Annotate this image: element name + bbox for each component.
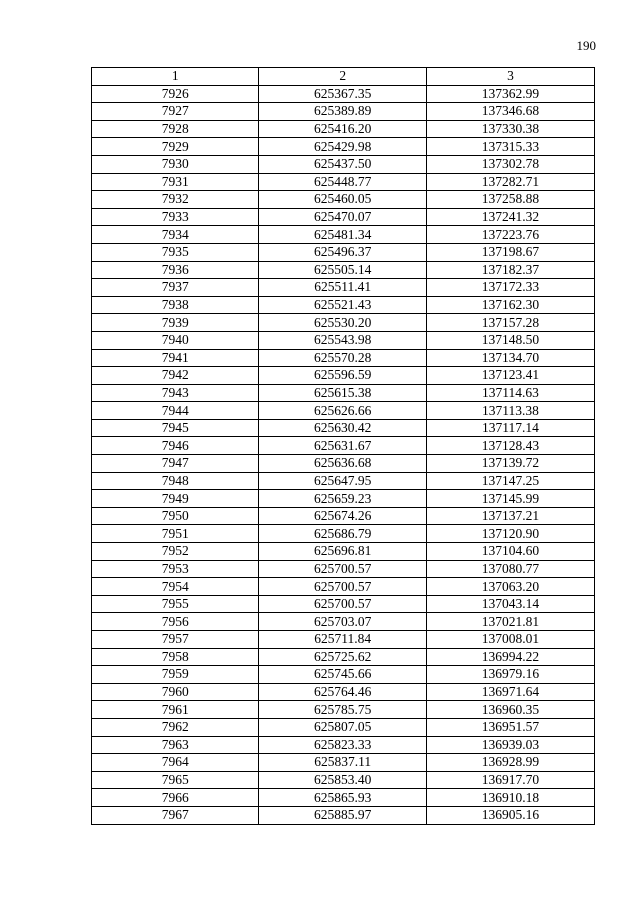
y-coordinate-cell: 137063.20 (426, 578, 594, 596)
point-number-cell: 7952 (92, 543, 259, 561)
point-number-cell: 7967 (92, 806, 259, 824)
table-row (92, 103, 595, 121)
table-row (92, 455, 595, 473)
point-number-cell: 7937 (92, 279, 259, 297)
table-row (92, 595, 595, 613)
point-number-cell: 7929 (92, 138, 259, 156)
x-coordinate-cell: 625481.34 (259, 226, 426, 244)
x-coordinate-cell: 625647.95 (259, 472, 426, 490)
y-coordinate-cell: 137104.60 (426, 543, 594, 561)
table-row (92, 331, 595, 349)
table-row (92, 613, 595, 631)
y-coordinate-cell: 137043.14 (426, 595, 594, 613)
table-row (92, 120, 595, 138)
y-coordinate-cell: 137134.70 (426, 349, 594, 367)
table-row (92, 718, 595, 736)
table-row (92, 560, 595, 578)
table-row (92, 138, 595, 156)
x-coordinate-cell: 625785.75 (259, 701, 426, 719)
y-coordinate-cell: 137145.99 (426, 490, 594, 508)
y-coordinate-cell: 136971.64 (426, 683, 594, 701)
y-coordinate-cell: 136939.03 (426, 736, 594, 754)
table-row (92, 384, 595, 402)
table-row (92, 279, 595, 297)
x-coordinate-cell: 625674.26 (259, 507, 426, 525)
table-row (92, 85, 595, 103)
point-number-cell: 7954 (92, 578, 259, 596)
point-number-cell: 7958 (92, 648, 259, 666)
y-coordinate-cell: 137172.33 (426, 279, 594, 297)
x-coordinate-cell: 625630.42 (259, 419, 426, 437)
point-number-cell: 7931 (92, 173, 259, 191)
x-coordinate-cell: 625823.33 (259, 736, 426, 754)
point-number-cell: 7951 (92, 525, 259, 543)
table-row (92, 261, 595, 279)
point-number-cell: 7926 (92, 85, 259, 103)
x-coordinate-cell: 625511.41 (259, 279, 426, 297)
point-number-cell: 7942 (92, 367, 259, 385)
table-row (92, 419, 595, 437)
table-row (92, 666, 595, 684)
y-coordinate-cell: 137162.30 (426, 296, 594, 314)
table-row (92, 754, 595, 772)
table-row (92, 243, 595, 261)
point-number-cell: 7955 (92, 595, 259, 613)
y-coordinate-cell: 137223.76 (426, 226, 594, 244)
x-coordinate-cell: 625636.68 (259, 455, 426, 473)
y-coordinate-cell: 137241.32 (426, 208, 594, 226)
x-coordinate-cell: 625711.84 (259, 631, 426, 649)
table-row (92, 578, 595, 596)
x-coordinate-cell: 625389.89 (259, 103, 426, 121)
point-number-cell: 7956 (92, 613, 259, 631)
column-header-1: 1 (92, 68, 259, 86)
point-number-cell: 7964 (92, 754, 259, 772)
header-row (92, 68, 595, 86)
table-row (92, 525, 595, 543)
table-body (92, 85, 595, 824)
point-number-cell: 7949 (92, 490, 259, 508)
point-number-cell: 7965 (92, 771, 259, 789)
point-number-cell: 7963 (92, 736, 259, 754)
x-coordinate-cell: 625429.98 (259, 138, 426, 156)
x-coordinate-cell: 625700.57 (259, 578, 426, 596)
point-number-cell: 7946 (92, 437, 259, 455)
y-coordinate-cell: 137139.72 (426, 455, 594, 473)
x-coordinate-cell: 625437.50 (259, 155, 426, 173)
y-coordinate-cell: 136951.57 (426, 718, 594, 736)
point-number-cell: 7959 (92, 666, 259, 684)
point-number-cell: 7933 (92, 208, 259, 226)
point-number-cell: 7940 (92, 331, 259, 349)
column-header-3: 3 (426, 68, 594, 86)
page-number: 190 (576, 38, 596, 53)
x-coordinate-cell: 625570.28 (259, 349, 426, 367)
table-row (92, 191, 595, 209)
x-coordinate-cell: 625853.40 (259, 771, 426, 789)
table-row (92, 507, 595, 525)
y-coordinate-cell: 137147.25 (426, 472, 594, 490)
y-coordinate-cell: 136905.16 (426, 806, 594, 824)
x-coordinate-cell: 625460.05 (259, 191, 426, 209)
x-coordinate-cell: 625725.62 (259, 648, 426, 666)
column-header-2: 2 (259, 68, 426, 86)
y-coordinate-cell: 136910.18 (426, 789, 594, 807)
x-coordinate-cell: 625700.57 (259, 595, 426, 613)
table-row (92, 349, 595, 367)
y-coordinate-cell: 137346.68 (426, 103, 594, 121)
table-header (92, 68, 595, 86)
y-coordinate-cell: 137148.50 (426, 331, 594, 349)
point-number-cell: 7962 (92, 718, 259, 736)
x-coordinate-cell: 625885.97 (259, 806, 426, 824)
y-coordinate-cell: 137080.77 (426, 560, 594, 578)
point-number-cell: 7957 (92, 631, 259, 649)
table-row (92, 402, 595, 420)
x-coordinate-cell: 625496.37 (259, 243, 426, 261)
x-coordinate-cell: 625470.07 (259, 208, 426, 226)
y-coordinate-cell: 136960.35 (426, 701, 594, 719)
x-coordinate-cell: 625505.14 (259, 261, 426, 279)
point-number-cell: 7938 (92, 296, 259, 314)
point-number-cell: 7944 (92, 402, 259, 420)
coordinates-table (91, 67, 595, 825)
table-row (92, 789, 595, 807)
x-coordinate-cell: 625700.57 (259, 560, 426, 578)
y-coordinate-cell: 136994.22 (426, 648, 594, 666)
y-coordinate-cell: 137330.38 (426, 120, 594, 138)
table-row (92, 367, 595, 385)
table-row (92, 314, 595, 332)
point-number-cell: 7934 (92, 226, 259, 244)
y-coordinate-cell: 137282.71 (426, 173, 594, 191)
x-coordinate-cell: 625626.66 (259, 402, 426, 420)
table-row (92, 437, 595, 455)
point-number-cell: 7928 (92, 120, 259, 138)
y-coordinate-cell: 137302.78 (426, 155, 594, 173)
point-number-cell: 7945 (92, 419, 259, 437)
x-coordinate-cell: 625764.46 (259, 683, 426, 701)
point-number-cell: 7948 (92, 472, 259, 490)
table-row (92, 736, 595, 754)
x-coordinate-cell: 625596.59 (259, 367, 426, 385)
x-coordinate-cell: 625416.20 (259, 120, 426, 138)
y-coordinate-cell: 136979.16 (426, 666, 594, 684)
y-coordinate-cell: 137113.38 (426, 402, 594, 420)
point-number-cell: 7953 (92, 560, 259, 578)
table-row (92, 543, 595, 561)
x-coordinate-cell: 625631.67 (259, 437, 426, 455)
y-coordinate-cell: 137117.14 (426, 419, 594, 437)
table-row (92, 771, 595, 789)
x-coordinate-cell: 625703.07 (259, 613, 426, 631)
table-row (92, 490, 595, 508)
x-coordinate-cell: 625837.11 (259, 754, 426, 772)
table-row (92, 208, 595, 226)
point-number-cell: 7961 (92, 701, 259, 719)
x-coordinate-cell: 625448.77 (259, 173, 426, 191)
y-coordinate-cell: 137008.01 (426, 631, 594, 649)
table-row (92, 296, 595, 314)
table-row (92, 226, 595, 244)
point-number-cell: 7960 (92, 683, 259, 701)
x-coordinate-cell: 625521.43 (259, 296, 426, 314)
x-coordinate-cell: 625543.98 (259, 331, 426, 349)
y-coordinate-cell: 137198.67 (426, 243, 594, 261)
point-number-cell: 7943 (92, 384, 259, 402)
point-number-cell: 7966 (92, 789, 259, 807)
point-number-cell: 7930 (92, 155, 259, 173)
y-coordinate-cell: 136928.99 (426, 754, 594, 772)
y-coordinate-cell: 137123.41 (426, 367, 594, 385)
table-row (92, 701, 595, 719)
x-coordinate-cell: 625615.38 (259, 384, 426, 402)
y-coordinate-cell: 137315.33 (426, 138, 594, 156)
table-row (92, 155, 595, 173)
table-row (92, 472, 595, 490)
point-number-cell: 7932 (92, 191, 259, 209)
table-row (92, 631, 595, 649)
point-number-cell: 7927 (92, 103, 259, 121)
point-number-cell: 7947 (92, 455, 259, 473)
table-row (92, 683, 595, 701)
x-coordinate-cell: 625745.66 (259, 666, 426, 684)
x-coordinate-cell: 625686.79 (259, 525, 426, 543)
table-row (92, 648, 595, 666)
y-coordinate-cell: 137362.99 (426, 85, 594, 103)
x-coordinate-cell: 625367.35 (259, 85, 426, 103)
point-number-cell: 7935 (92, 243, 259, 261)
y-coordinate-cell: 137157.28 (426, 314, 594, 332)
x-coordinate-cell: 625807.05 (259, 718, 426, 736)
y-coordinate-cell: 137258.88 (426, 191, 594, 209)
y-coordinate-cell: 137128.43 (426, 437, 594, 455)
y-coordinate-cell: 137137.21 (426, 507, 594, 525)
table-row (92, 806, 595, 824)
y-coordinate-cell: 137182.37 (426, 261, 594, 279)
point-number-cell: 7939 (92, 314, 259, 332)
y-coordinate-cell: 137114.63 (426, 384, 594, 402)
x-coordinate-cell: 625696.81 (259, 543, 426, 561)
y-coordinate-cell: 137120.90 (426, 525, 594, 543)
y-coordinate-cell: 136917.70 (426, 771, 594, 789)
y-coordinate-cell: 137021.81 (426, 613, 594, 631)
point-number-cell: 7936 (92, 261, 259, 279)
point-number-cell: 7950 (92, 507, 259, 525)
x-coordinate-cell: 625659.23 (259, 490, 426, 508)
x-coordinate-cell: 625865.93 (259, 789, 426, 807)
x-coordinate-cell: 625530.20 (259, 314, 426, 332)
point-number-cell: 7941 (92, 349, 259, 367)
table-row (92, 173, 595, 191)
